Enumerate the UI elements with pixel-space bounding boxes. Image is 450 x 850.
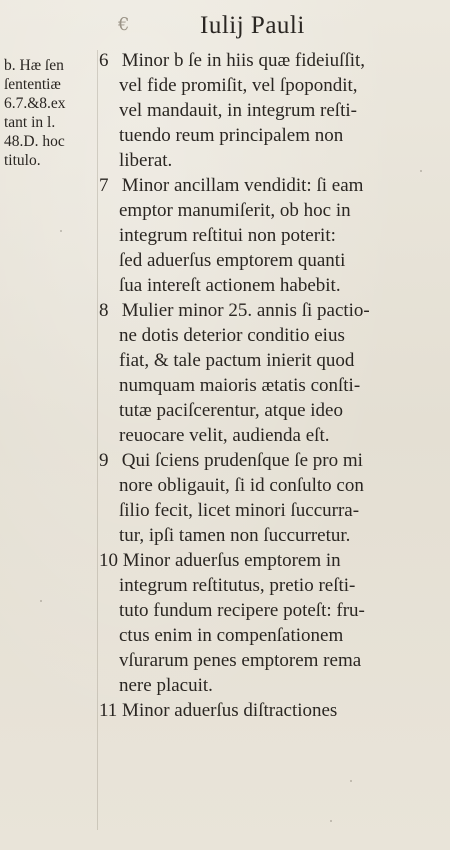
paragraph-line: fiat, & tale pactum inierit quod bbox=[119, 350, 355, 371]
paper-speck bbox=[420, 170, 422, 172]
paragraph-line: nere placuit. bbox=[119, 675, 213, 696]
margin-note-line: 48.D. hoc bbox=[4, 133, 65, 150]
margin-rule bbox=[97, 50, 98, 830]
margin-note-line: ſententiæ bbox=[4, 76, 61, 93]
paragraph-6 bbox=[99, 48, 431, 173]
body-text bbox=[99, 48, 431, 723]
paragraph-7 bbox=[99, 173, 431, 298]
margin-note-line: 6.7.&8.ex bbox=[4, 95, 66, 112]
paragraph-line: tuendo reum principalem non bbox=[119, 125, 344, 146]
paragraph-line: Qui ſciens prudenſque ſe pro mi bbox=[121, 450, 363, 471]
paragraph-line: Minor aduerſus diſtractiones bbox=[122, 700, 338, 721]
paragraph-line: vel mandauit, in integrum reſti- bbox=[119, 100, 357, 121]
paragraph-line: ſed aduerſus emptorem quanti bbox=[119, 250, 346, 271]
paragraph-8 bbox=[99, 298, 431, 448]
margin-note-line: titulo. bbox=[4, 152, 41, 169]
paragraph-number: 6 bbox=[99, 50, 109, 71]
paragraph-line: Minor ancillam vendidit: ſi eam bbox=[121, 175, 364, 196]
paragraph-line: emptor manumiſerit, ob hoc in bbox=[119, 200, 351, 221]
paragraph-line: liberat. bbox=[119, 150, 173, 171]
paragraph-number: 11 bbox=[99, 700, 118, 721]
paragraph-number: 8 bbox=[99, 300, 109, 321]
paragraph-line: Minor aduerſus emptorem in bbox=[122, 550, 341, 571]
margin-note-line: b. Hæ ſen bbox=[4, 57, 64, 74]
paragraph-line: ſilio fecit, licet minori ſuccurra- bbox=[119, 500, 360, 521]
paragraph-line: integrum reſtitutus, pretio reſti- bbox=[119, 575, 356, 596]
paragraph-10 bbox=[99, 548, 431, 698]
paragraph-line: vel fide promiſit, vel ſpopondit, bbox=[119, 75, 358, 96]
page-title: Iulij Pauli bbox=[200, 12, 305, 39]
paragraph-line: vſurarum penes emptorem rema bbox=[119, 650, 362, 671]
paragraph-number: 9 bbox=[99, 450, 109, 471]
paragraph-line: ſua intereſt actionem habebit. bbox=[119, 275, 341, 296]
header-left-mark: € bbox=[118, 14, 130, 35]
paragraph-line: reuocare velit, audienda eſt. bbox=[119, 425, 330, 446]
paragraph-line: ne dotis deterior conditio eius bbox=[119, 325, 345, 346]
paragraph-11 bbox=[99, 698, 431, 723]
paper-speck bbox=[60, 230, 62, 232]
running-header bbox=[0, 8, 450, 44]
margin-note bbox=[4, 56, 96, 170]
paragraph-line: tuto fundum recipere poteſt: fru- bbox=[119, 600, 365, 621]
paragraph-number: 10 bbox=[99, 550, 118, 571]
paragraph-line: Mulier minor 25. annis ſi pactio- bbox=[121, 300, 370, 321]
paragraph-9 bbox=[99, 448, 431, 548]
paragraph-line: tur, ipſi tamen non ſuccurretur. bbox=[119, 525, 351, 546]
paper-speck bbox=[40, 600, 42, 602]
paragraph-line: ctus enim in compenſationem bbox=[119, 625, 344, 646]
paragraph-line: tutæ paciſcerentur, atque ideo bbox=[119, 400, 343, 421]
margin-note-line: tant in l. bbox=[4, 114, 56, 131]
paragraph-line: Minor b ſe in hiis quæ fideiuſſit, bbox=[121, 50, 366, 71]
paper-speck bbox=[350, 780, 352, 782]
paragraph-line: numquam maioris ætatis conſti- bbox=[119, 375, 361, 396]
paragraph-number: 7 bbox=[99, 175, 109, 196]
paper-speck bbox=[330, 820, 332, 822]
paragraph-line: nore obligauit, ſi id conſulto con bbox=[119, 475, 364, 496]
paragraph-line: integrum reſtitui non poterit: bbox=[119, 225, 336, 246]
